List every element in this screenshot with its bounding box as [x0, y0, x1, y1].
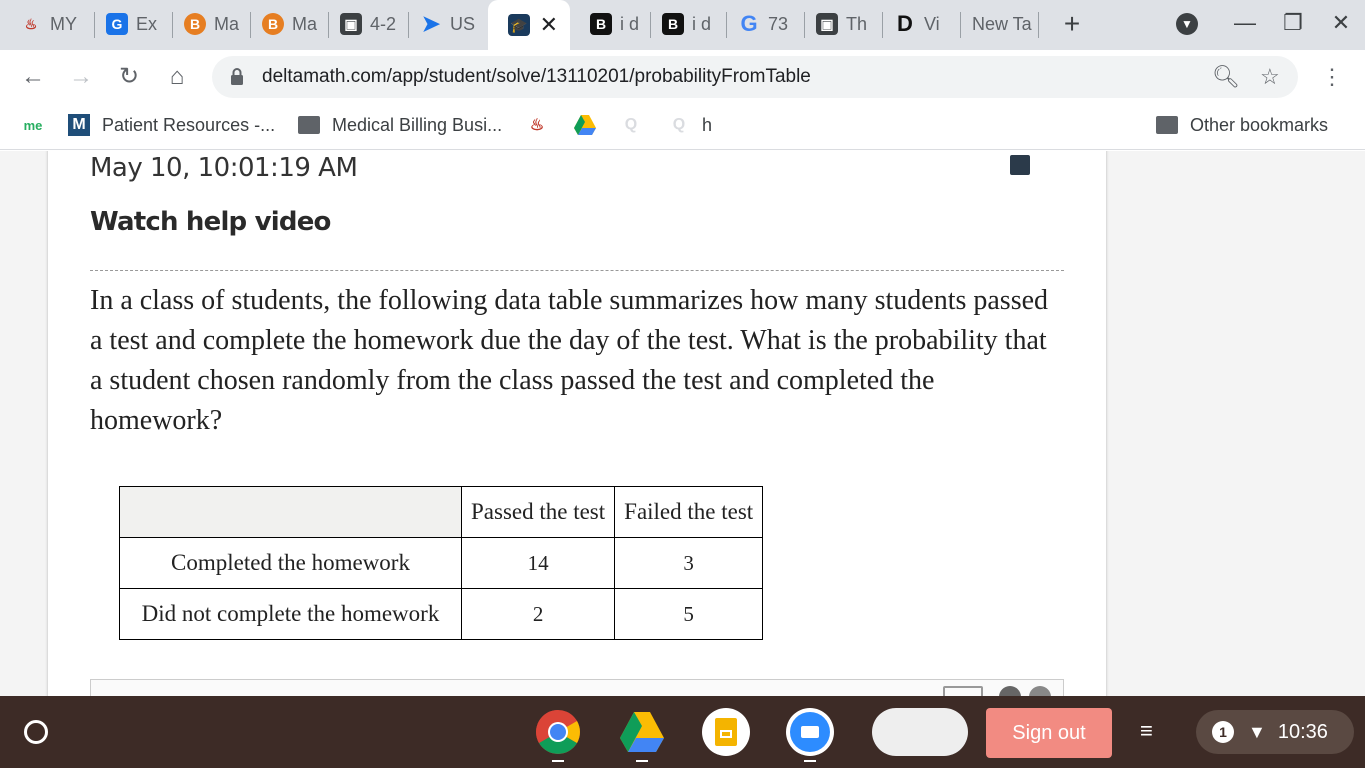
zoom-icon[interactable]: 🔍︎	[1212, 64, 1240, 89]
classroom-icon: ▣	[340, 13, 362, 35]
menu-icon[interactable]: ⋮	[1321, 64, 1343, 89]
new-tab-icon[interactable]: +	[1063, 8, 1081, 39]
close-window-icon[interactable]: ✕	[1331, 10, 1351, 35]
slides-icon[interactable]	[702, 708, 750, 756]
tab-8[interactable]	[570, 0, 650, 48]
zoom-app-icon[interactable]	[786, 708, 834, 756]
tab-4[interactable]	[242, 0, 328, 48]
problem-card	[48, 151, 1106, 696]
status-tray[interactable]	[1196, 710, 1354, 754]
bookmark-h[interactable]	[668, 114, 712, 136]
drive-icon	[574, 114, 596, 136]
bookmark-label: Patient Resources -...	[102, 114, 276, 135]
bookmark-q1[interactable]	[620, 114, 654, 136]
me-logo-icon: me	[23, 117, 43, 133]
forward-icon[interactable]: →	[69, 63, 93, 90]
bookmark-label: h	[702, 114, 713, 135]
tab-label: 73	[768, 13, 789, 34]
tab-10[interactable]	[718, 0, 804, 48]
drive-icon[interactable]	[618, 708, 666, 756]
column-header-passed: Passed the test	[462, 487, 615, 538]
info-icon[interactable]	[999, 686, 1021, 696]
tab-11[interactable]	[796, 0, 882, 48]
folder-icon	[1156, 114, 1178, 136]
torch-icon: ♨	[529, 117, 545, 134]
table-header-row	[120, 487, 763, 538]
tab-label: i d	[692, 13, 712, 34]
lock-icon	[230, 68, 244, 86]
bookmark-label: Other bookmarks	[1190, 114, 1329, 135]
screenshot-thumbnail[interactable]	[872, 708, 968, 756]
tab-label: Ma	[214, 13, 240, 34]
tab-label: New Ta	[972, 13, 1032, 34]
column-header-failed: Failed the test	[615, 487, 763, 538]
browser-toolbar	[0, 50, 1365, 104]
g-icon: G	[106, 13, 128, 35]
tab-search-icon[interactable]: ▼	[1172, 8, 1202, 35]
watch-help-video-link[interactable]: Watch help video	[90, 207, 331, 237]
notification-badge[interactable]: 1	[1212, 721, 1234, 743]
bookmark-me[interactable]	[22, 114, 56, 136]
data-table	[119, 486, 763, 640]
tab-1[interactable]	[0, 0, 94, 48]
question-text: In a class of students, the following data table summarizes how many students passed a test and complete the homework due the day of the test. What is the probability that a student chosen randomly from the class passed the test and completed the homework?	[90, 285, 1049, 436]
q-icon: Q	[624, 116, 638, 133]
table-cell: 3	[615, 538, 763, 589]
tab-label: US	[450, 13, 476, 34]
restore-icon[interactable]: ❐	[1283, 10, 1303, 35]
classroom-icon: ▣	[816, 13, 838, 35]
bold-b-icon: B	[662, 13, 684, 35]
google-g-icon: G	[740, 11, 758, 36]
row-header: Did not complete the homework	[120, 589, 462, 640]
tab-active[interactable]	[488, 0, 570, 50]
page-viewport	[0, 151, 1365, 696]
grad-cap-icon: 🎓	[508, 14, 530, 36]
torch-icon: ♨	[24, 15, 38, 32]
keyboard-icon[interactable]	[943, 686, 983, 696]
url-text[interactable]: deltamath.com/app/student/solve/13110201/probabilityFromTable	[262, 66, 811, 87]
table-cell: 2	[462, 589, 615, 640]
table-corner-cell	[120, 487, 462, 538]
tab-label: Ma	[292, 13, 318, 34]
b-icon: B	[184, 13, 206, 35]
reload-icon[interactable]: ↻	[118, 63, 140, 90]
timestamp: May 10, 10:01:19 AM	[90, 153, 358, 183]
close-tab-icon[interactable]: ✕	[539, 12, 558, 37]
minimize-icon[interactable]: —	[1234, 10, 1256, 35]
bookmark-patient-resources[interactable]	[68, 114, 275, 136]
table-cell: 14	[462, 538, 615, 589]
table-row	[120, 589, 763, 640]
address-bar[interactable]	[212, 56, 1298, 98]
sign-out-button[interactable]: Sign out	[986, 708, 1112, 758]
tab-12[interactable]	[874, 0, 960, 48]
bookmarks-bar	[0, 104, 1365, 150]
tab-label: Th	[846, 13, 868, 34]
launcher-icon[interactable]	[24, 720, 48, 744]
wifi-icon: ▼	[1248, 721, 1266, 742]
q-icon: Q	[672, 116, 686, 133]
bookmark-star-icon[interactable]: ☆	[1260, 64, 1280, 89]
help-icon[interactable]	[1029, 686, 1051, 696]
m-logo-icon: M	[68, 114, 90, 136]
table-cell: 5	[615, 589, 763, 640]
os-shelf	[0, 696, 1365, 768]
chrome-icon[interactable]	[534, 708, 582, 756]
cursor-icon: ➤	[421, 11, 441, 36]
bookmark-torch[interactable]	[526, 114, 560, 136]
tab-label: MY	[50, 13, 77, 34]
answer-input-area[interactable]	[90, 679, 1064, 696]
b-icon: B	[262, 13, 284, 35]
tab-label: i d	[620, 13, 640, 34]
tab-2[interactable]	[86, 0, 172, 48]
divider	[90, 270, 1064, 271]
tab-strip	[0, 0, 1365, 50]
playlist-icon[interactable]: ≡	[1140, 718, 1153, 743]
bold-b-icon: B	[590, 13, 612, 35]
tab-3[interactable]	[164, 0, 250, 48]
bookmark-drive[interactable]	[574, 114, 608, 136]
other-bookmarks[interactable]	[1156, 114, 1328, 136]
folder-icon	[298, 114, 320, 136]
tab-label: Ex	[136, 13, 158, 34]
bookmark-medical-billing[interactable]	[298, 114, 502, 136]
row-header: Completed the homework	[120, 538, 462, 589]
tab-5[interactable]	[320, 0, 406, 48]
tab-9[interactable]	[642, 0, 726, 48]
tab-label: 4-2	[370, 13, 397, 34]
back-icon[interactable]: ←	[21, 63, 45, 90]
square-icon[interactable]	[1010, 155, 1030, 175]
bookmark-label: Medical Billing Busi...	[332, 114, 503, 135]
home-icon[interactable]: ⌂	[169, 63, 185, 90]
clock: 10:36	[1277, 720, 1328, 743]
d-icon: D	[897, 11, 913, 36]
tab-6[interactable]	[400, 0, 488, 48]
tab-label: Vi	[924, 13, 940, 34]
tab-new[interactable]	[952, 0, 1038, 48]
table-row	[120, 538, 763, 589]
